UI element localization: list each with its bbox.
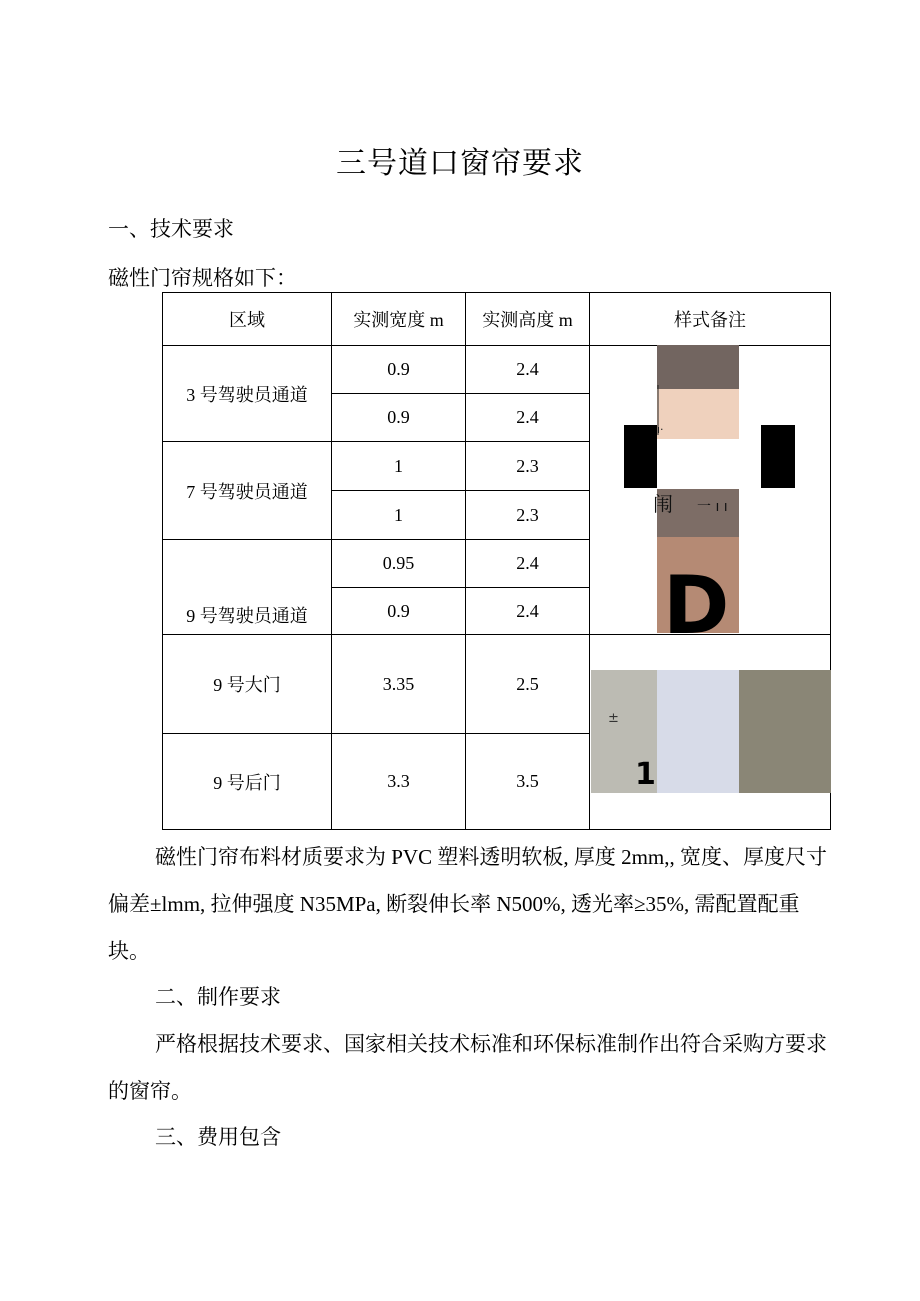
header-height: 实测高度 m <box>466 293 590 346</box>
table-intro: 磁性门帘规格如下： <box>108 266 297 290</box>
zone-cell: 7 号驾驶员通道 <box>163 442 332 540</box>
zone-cell: 9 号驾驶员通道 <box>163 540 332 635</box>
header-style-note: 样式备注 <box>590 293 831 346</box>
material-paragraph: 磁性门帘布料材质要求为 PVC 塑料透明软板, 厚度 2mm,, 宽度、厚度尺寸偏差±lmm, 拉伸强度 N35MPa, 断裂伸长率 N500%, 透光率≥35%, 需配置配重块。 <box>108 845 828 963</box>
zone-cell: 9 号大门 <box>163 635 332 734</box>
header-width: 实测宽度 m <box>332 293 466 346</box>
section-heading-technical: 一、技术要求 <box>108 217 234 241</box>
height-cell: 2.3 <box>466 442 590 491</box>
height-cell: 2.3 <box>466 491 590 540</box>
height-cell: 2.4 <box>466 346 590 394</box>
height-cell: 2.4 <box>466 540 590 588</box>
curtain-photo-b <box>591 670 831 793</box>
photo-block-right <box>761 425 795 488</box>
svg-text:ı·: ı· <box>657 423 664 436</box>
production-paragraph: 严格根据技术要求、国家相关技术标准和环保标准制作出符合采购方要求的窗帘。 <box>108 1032 827 1103</box>
zone-cell: 9 号后门 <box>163 734 332 830</box>
section-heading-production: 二、制作要求 <box>155 985 281 1009</box>
photo-glyph: 闱 <box>653 492 673 516</box>
page-title: 三号道口窗帘要求 <box>336 146 584 181</box>
section-heading-costs: 三、费用包含 <box>155 1125 281 1149</box>
width-cell: 0.9 <box>332 394 466 442</box>
photo-block-left <box>624 425 657 488</box>
photo-glyph: 1 <box>635 757 656 792</box>
height-cell: 2.5 <box>466 635 590 734</box>
photo-glyph: 一 ı ı <box>697 499 728 515</box>
width-cell: 0.9 <box>332 346 466 394</box>
table-header-row <box>163 293 831 346</box>
width-cell: 3.3 <box>332 734 466 830</box>
height-cell: 2.4 <box>466 394 590 442</box>
height-cell: 3.5 <box>466 734 590 830</box>
width-cell: 1 <box>332 442 466 491</box>
width-cell: 0.9 <box>332 588 466 635</box>
photo-glyph: ± <box>608 711 619 726</box>
width-cell: 3.35 <box>332 635 466 734</box>
width-cell: 0.95 <box>332 540 466 588</box>
header-zone: 区域 <box>163 293 332 346</box>
photo-glyph: D <box>663 559 730 652</box>
height-cell: 2.4 <box>466 588 590 635</box>
curtain-photo-a <box>653 345 739 652</box>
width-cell: 1 <box>332 491 466 540</box>
zone-cell: 3 号驾驶员通道 <box>163 346 332 442</box>
